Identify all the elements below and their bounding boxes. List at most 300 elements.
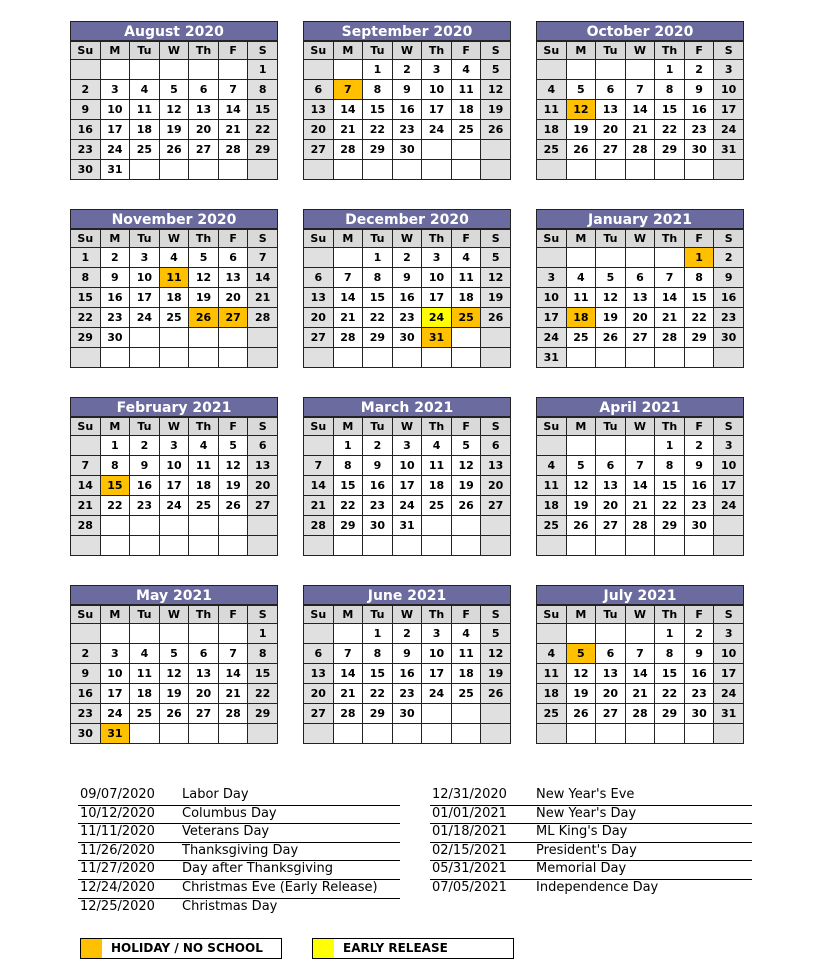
empty-cell [304, 436, 334, 456]
empty-cell [537, 160, 567, 180]
day-cell: 19 [218, 476, 248, 496]
holiday-row [78, 824, 400, 843]
empty-cell [714, 536, 744, 556]
weekday-label: S [248, 230, 278, 248]
weekday-label: M [100, 42, 130, 60]
day-cell: 8 [655, 80, 685, 100]
day-cell: 10 [130, 268, 160, 288]
empty-cell [566, 60, 596, 80]
empty-cell [566, 248, 596, 268]
empty-cell [130, 348, 160, 368]
day-cell: 25 [566, 328, 596, 348]
day-cell: 8 [684, 268, 714, 288]
empty-cell [159, 160, 189, 180]
day-cell: 22 [655, 120, 685, 140]
day-cell: 30 [684, 704, 714, 724]
day-cell: 23 [684, 496, 714, 516]
day-cell: 22 [71, 308, 101, 328]
empty-cell [596, 724, 626, 744]
day-cell: 18 [566, 308, 596, 328]
holiday-row [430, 843, 752, 862]
day-cell: 1 [100, 436, 130, 456]
day-cell: 18 [451, 100, 481, 120]
day-cell: 18 [422, 476, 452, 496]
day-cell: 13 [248, 456, 278, 476]
early-release-swatch [313, 939, 334, 958]
day-cell: 28 [333, 704, 363, 724]
day-cell: 19 [566, 684, 596, 704]
empty-cell [304, 248, 334, 268]
day-cell: 29 [248, 704, 278, 724]
day-cell: 20 [218, 288, 248, 308]
day-cell: 14 [218, 100, 248, 120]
day-cell: 29 [71, 328, 101, 348]
weekday-label: F [684, 230, 714, 248]
weekday-label: Tu [363, 606, 393, 624]
day-cell: 28 [218, 140, 248, 160]
day-cell: 2 [684, 436, 714, 456]
day-cell: 12 [596, 288, 626, 308]
empty-cell [655, 724, 685, 744]
day-cell: 10 [714, 80, 744, 100]
empty-cell [363, 348, 393, 368]
day-cell: 21 [625, 496, 655, 516]
empty-cell [596, 248, 626, 268]
empty-cell [481, 536, 511, 556]
day-cell: 10 [422, 644, 452, 664]
day-cell: 30 [392, 704, 422, 724]
day-cell: 21 [625, 120, 655, 140]
empty-cell [189, 624, 219, 644]
empty-cell [566, 724, 596, 744]
day-cell: 4 [537, 644, 567, 664]
day-cell: 25 [422, 496, 452, 516]
day-cell: 6 [304, 268, 334, 288]
empty-cell [130, 536, 160, 556]
day-cell: 26 [566, 516, 596, 536]
day-cell: 21 [333, 684, 363, 704]
day-cell: 6 [189, 80, 219, 100]
empty-cell [159, 536, 189, 556]
day-cell: 23 [392, 308, 422, 328]
day-cell: 2 [714, 248, 744, 268]
empty-cell [451, 724, 481, 744]
holiday-row [78, 880, 400, 899]
day-cell: 5 [566, 80, 596, 100]
day-cell: 7 [625, 80, 655, 100]
day-cell: 27 [189, 704, 219, 724]
empty-cell [130, 60, 160, 80]
day-cell: 5 [596, 268, 626, 288]
day-cell: 24 [159, 496, 189, 516]
holiday-row [430, 824, 752, 843]
day-cell: 22 [363, 684, 393, 704]
empty-cell [159, 348, 189, 368]
day-cell: 23 [684, 684, 714, 704]
empty-cell [537, 624, 567, 644]
day-cell: 5 [218, 436, 248, 456]
day-cell: 21 [248, 288, 278, 308]
day-cell: 7 [248, 248, 278, 268]
day-cell: 1 [363, 248, 393, 268]
day-cell: 2 [684, 60, 714, 80]
day-cell: 2 [363, 436, 393, 456]
day-cell: 31 [100, 724, 130, 744]
day-cell: 25 [451, 684, 481, 704]
empty-cell [422, 140, 452, 160]
day-cell: 3 [714, 624, 744, 644]
day-cell: 19 [566, 120, 596, 140]
day-cell: 1 [655, 60, 685, 80]
day-cell: 31 [714, 140, 744, 160]
day-cell: 17 [714, 100, 744, 120]
day-cell: 29 [248, 140, 278, 160]
empty-cell [218, 328, 248, 348]
day-cell: 4 [451, 624, 481, 644]
day-cell: 6 [304, 80, 334, 100]
day-cell: 25 [130, 140, 160, 160]
empty-cell [304, 724, 334, 744]
weekday-label: F [218, 606, 248, 624]
day-cell: 2 [71, 644, 101, 664]
empty-cell [537, 536, 567, 556]
day-cell: 22 [655, 496, 685, 516]
day-cell: 3 [714, 60, 744, 80]
weekday-label: M [333, 42, 363, 60]
empty-cell [422, 724, 452, 744]
day-cell: 24 [100, 140, 130, 160]
day-cell: 31 [100, 160, 130, 180]
day-cell: 3 [422, 248, 452, 268]
day-cell: 4 [451, 60, 481, 80]
day-cell: 22 [684, 308, 714, 328]
day-cell: 27 [596, 704, 626, 724]
empty-cell [218, 516, 248, 536]
empty-cell [248, 516, 278, 536]
day-cell: 11 [537, 100, 567, 120]
day-cell: 10 [422, 268, 452, 288]
weekday-label: Tu [596, 42, 626, 60]
holiday-date: 12/24/2020 [80, 879, 155, 895]
day-cell: 8 [655, 644, 685, 664]
weekday-label: S [481, 418, 511, 436]
weekday-label: Su [537, 42, 567, 60]
day-cell: 26 [566, 140, 596, 160]
day-cell: 7 [333, 80, 363, 100]
day-cell: 19 [159, 120, 189, 140]
legend-early-label: EARLY RELEASE [343, 941, 448, 955]
day-cell: 28 [625, 516, 655, 536]
day-cell: 4 [189, 436, 219, 456]
holiday-date: 05/31/2021 [432, 861, 507, 877]
weekday-label: M [566, 230, 596, 248]
day-cell: 26 [481, 120, 511, 140]
day-cell: 9 [71, 664, 101, 684]
weekday-label: F [218, 42, 248, 60]
day-cell: 20 [625, 308, 655, 328]
day-cell: 28 [248, 308, 278, 328]
empty-cell [655, 348, 685, 368]
day-cell: 4 [537, 80, 567, 100]
empty-cell [218, 724, 248, 744]
empty-cell [189, 160, 219, 180]
day-cell: 11 [451, 644, 481, 664]
day-cell: 10 [714, 456, 744, 476]
day-cell: 14 [304, 476, 334, 496]
empty-cell [130, 160, 160, 180]
day-cell: 7 [333, 268, 363, 288]
day-cell: 14 [248, 268, 278, 288]
weekday-label: Tu [130, 230, 160, 248]
weekday-label: Tu [130, 42, 160, 60]
weekday-label: W [392, 606, 422, 624]
day-cell: 4 [159, 248, 189, 268]
weekday-label: F [684, 42, 714, 60]
empty-cell [481, 704, 511, 724]
empty-cell [189, 516, 219, 536]
day-cell: 8 [363, 268, 393, 288]
day-cell: 9 [363, 456, 393, 476]
weekday-label: S [481, 42, 511, 60]
weekday-label: Tu [130, 418, 160, 436]
empty-cell [218, 160, 248, 180]
day-cell: 3 [392, 436, 422, 456]
day-cell: 24 [130, 308, 160, 328]
day-cell: 17 [714, 664, 744, 684]
empty-cell [481, 348, 511, 368]
day-cell: 31 [714, 704, 744, 724]
day-cell: 28 [71, 516, 101, 536]
empty-cell [304, 160, 334, 180]
empty-cell [451, 328, 481, 348]
day-cell: 12 [481, 644, 511, 664]
day-cell: 27 [481, 496, 511, 516]
day-cell: 17 [159, 476, 189, 496]
day-cell: 21 [333, 120, 363, 140]
day-cell: 26 [159, 704, 189, 724]
holiday-list-right [430, 787, 752, 898]
holiday-row [430, 861, 752, 880]
day-cell: 15 [684, 288, 714, 308]
empty-cell [655, 160, 685, 180]
day-cell: 27 [596, 516, 626, 536]
day-cell: 26 [218, 496, 248, 516]
empty-cell [100, 536, 130, 556]
day-cell: 8 [248, 80, 278, 100]
weekday-label: S [714, 42, 744, 60]
weekday-label: M [333, 230, 363, 248]
day-cell: 1 [684, 248, 714, 268]
day-cell: 5 [566, 456, 596, 476]
day-cell: 9 [392, 268, 422, 288]
holiday-name: ML King's Day [536, 824, 628, 840]
empty-cell [333, 624, 363, 644]
day-cell: 28 [625, 704, 655, 724]
day-cell: 3 [422, 624, 452, 644]
day-cell: 11 [422, 456, 452, 476]
day-cell: 13 [189, 100, 219, 120]
empty-cell [481, 140, 511, 160]
weekday-label: S [714, 606, 744, 624]
month-title: January 2021 [536, 209, 744, 229]
holiday-row [430, 787, 752, 806]
day-cell: 29 [655, 140, 685, 160]
day-cell: 20 [304, 308, 334, 328]
empty-cell [566, 348, 596, 368]
empty-cell [481, 328, 511, 348]
weekday-label: Th [189, 42, 219, 60]
weekday-label: Su [304, 230, 334, 248]
holiday-row [78, 787, 400, 806]
day-cell: 5 [159, 80, 189, 100]
month-calendar [303, 21, 511, 180]
weekday-label: S [248, 606, 278, 624]
day-cell: 10 [100, 664, 130, 684]
weekday-label: S [248, 418, 278, 436]
day-cell: 26 [451, 496, 481, 516]
day-cell: 20 [189, 684, 219, 704]
empty-cell [71, 624, 101, 644]
weekday-label: Su [71, 418, 101, 436]
empty-cell [625, 536, 655, 556]
day-cell: 17 [392, 476, 422, 496]
day-cell: 20 [304, 684, 334, 704]
empty-cell [596, 624, 626, 644]
day-cell: 6 [304, 644, 334, 664]
day-cell: 5 [189, 248, 219, 268]
holiday-date: 01/18/2021 [432, 824, 507, 840]
empty-cell [159, 328, 189, 348]
day-cell: 16 [100, 288, 130, 308]
empty-cell [596, 536, 626, 556]
day-cell: 19 [481, 664, 511, 684]
month-title: February 2021 [70, 397, 278, 417]
day-cell: 19 [189, 288, 219, 308]
empty-cell [304, 624, 334, 644]
day-cell: 26 [596, 328, 626, 348]
empty-cell [248, 328, 278, 348]
day-cell: 2 [100, 248, 130, 268]
day-cell: 12 [566, 476, 596, 496]
empty-cell [100, 516, 130, 536]
day-cell: 15 [363, 288, 393, 308]
weekday-label: M [566, 606, 596, 624]
day-cell: 12 [451, 456, 481, 476]
day-cell: 13 [481, 456, 511, 476]
month-calendar [303, 209, 511, 368]
empty-cell [537, 248, 567, 268]
month-title: November 2020 [70, 209, 278, 229]
empty-cell [451, 140, 481, 160]
day-cell: 22 [655, 684, 685, 704]
holiday-name: Veterans Day [182, 824, 270, 840]
empty-cell [333, 160, 363, 180]
day-cell: 16 [684, 664, 714, 684]
day-cell: 20 [481, 476, 511, 496]
month-calendar [70, 585, 278, 744]
empty-cell [714, 160, 744, 180]
weekday-label: Th [422, 606, 452, 624]
day-cell: 21 [218, 120, 248, 140]
day-cell: 4 [566, 268, 596, 288]
empty-cell [363, 536, 393, 556]
day-cell: 5 [481, 624, 511, 644]
holiday-list-left [78, 787, 400, 916]
day-cell: 21 [655, 308, 685, 328]
empty-cell [189, 536, 219, 556]
empty-cell [248, 724, 278, 744]
empty-cell [333, 348, 363, 368]
day-cell: 24 [537, 328, 567, 348]
day-cell: 29 [655, 704, 685, 724]
empty-cell [304, 348, 334, 368]
holiday-row [78, 861, 400, 880]
day-cell: 22 [333, 496, 363, 516]
empty-cell [130, 624, 160, 644]
day-cell: 28 [655, 328, 685, 348]
day-cell: 17 [422, 100, 452, 120]
weekday-label: Tu [596, 230, 626, 248]
weekday-label: Su [71, 42, 101, 60]
empty-cell [218, 348, 248, 368]
month-calendar [70, 209, 278, 368]
day-cell: 3 [537, 268, 567, 288]
weekday-label: W [159, 42, 189, 60]
weekday-label: Th [189, 606, 219, 624]
empty-cell [392, 724, 422, 744]
day-cell: 9 [684, 456, 714, 476]
empty-cell [625, 624, 655, 644]
holiday-name: Day after Thanksgiving [182, 861, 334, 877]
day-cell: 24 [392, 496, 422, 516]
day-cell: 9 [392, 644, 422, 664]
holiday-name: Christmas Day [182, 898, 278, 914]
month-title: July 2021 [536, 585, 744, 605]
day-cell: 14 [333, 664, 363, 684]
empty-cell [248, 348, 278, 368]
weekday-label: Su [304, 418, 334, 436]
weekday-label: M [100, 418, 130, 436]
empty-cell [625, 724, 655, 744]
day-cell: 3 [422, 60, 452, 80]
day-cell: 12 [159, 664, 189, 684]
day-cell: 6 [481, 436, 511, 456]
day-cell: 11 [451, 80, 481, 100]
holiday-name: Independence Day [536, 879, 659, 895]
day-cell: 8 [363, 644, 393, 664]
empty-cell [451, 516, 481, 536]
day-cell: 2 [392, 624, 422, 644]
empty-cell [218, 624, 248, 644]
day-cell: 16 [130, 476, 160, 496]
day-cell: 13 [304, 664, 334, 684]
empty-cell [422, 704, 452, 724]
day-cell: 19 [451, 476, 481, 496]
month-title: March 2021 [303, 397, 511, 417]
weekday-label: W [625, 606, 655, 624]
day-cell: 5 [481, 60, 511, 80]
day-cell: 27 [218, 308, 248, 328]
weekday-label: Tu [130, 606, 160, 624]
empty-cell [422, 536, 452, 556]
day-cell: 9 [684, 644, 714, 664]
empty-cell [218, 60, 248, 80]
weekday-label: Th [189, 230, 219, 248]
day-cell: 12 [218, 456, 248, 476]
empty-cell [159, 60, 189, 80]
day-cell: 12 [566, 664, 596, 684]
day-cell: 27 [248, 496, 278, 516]
